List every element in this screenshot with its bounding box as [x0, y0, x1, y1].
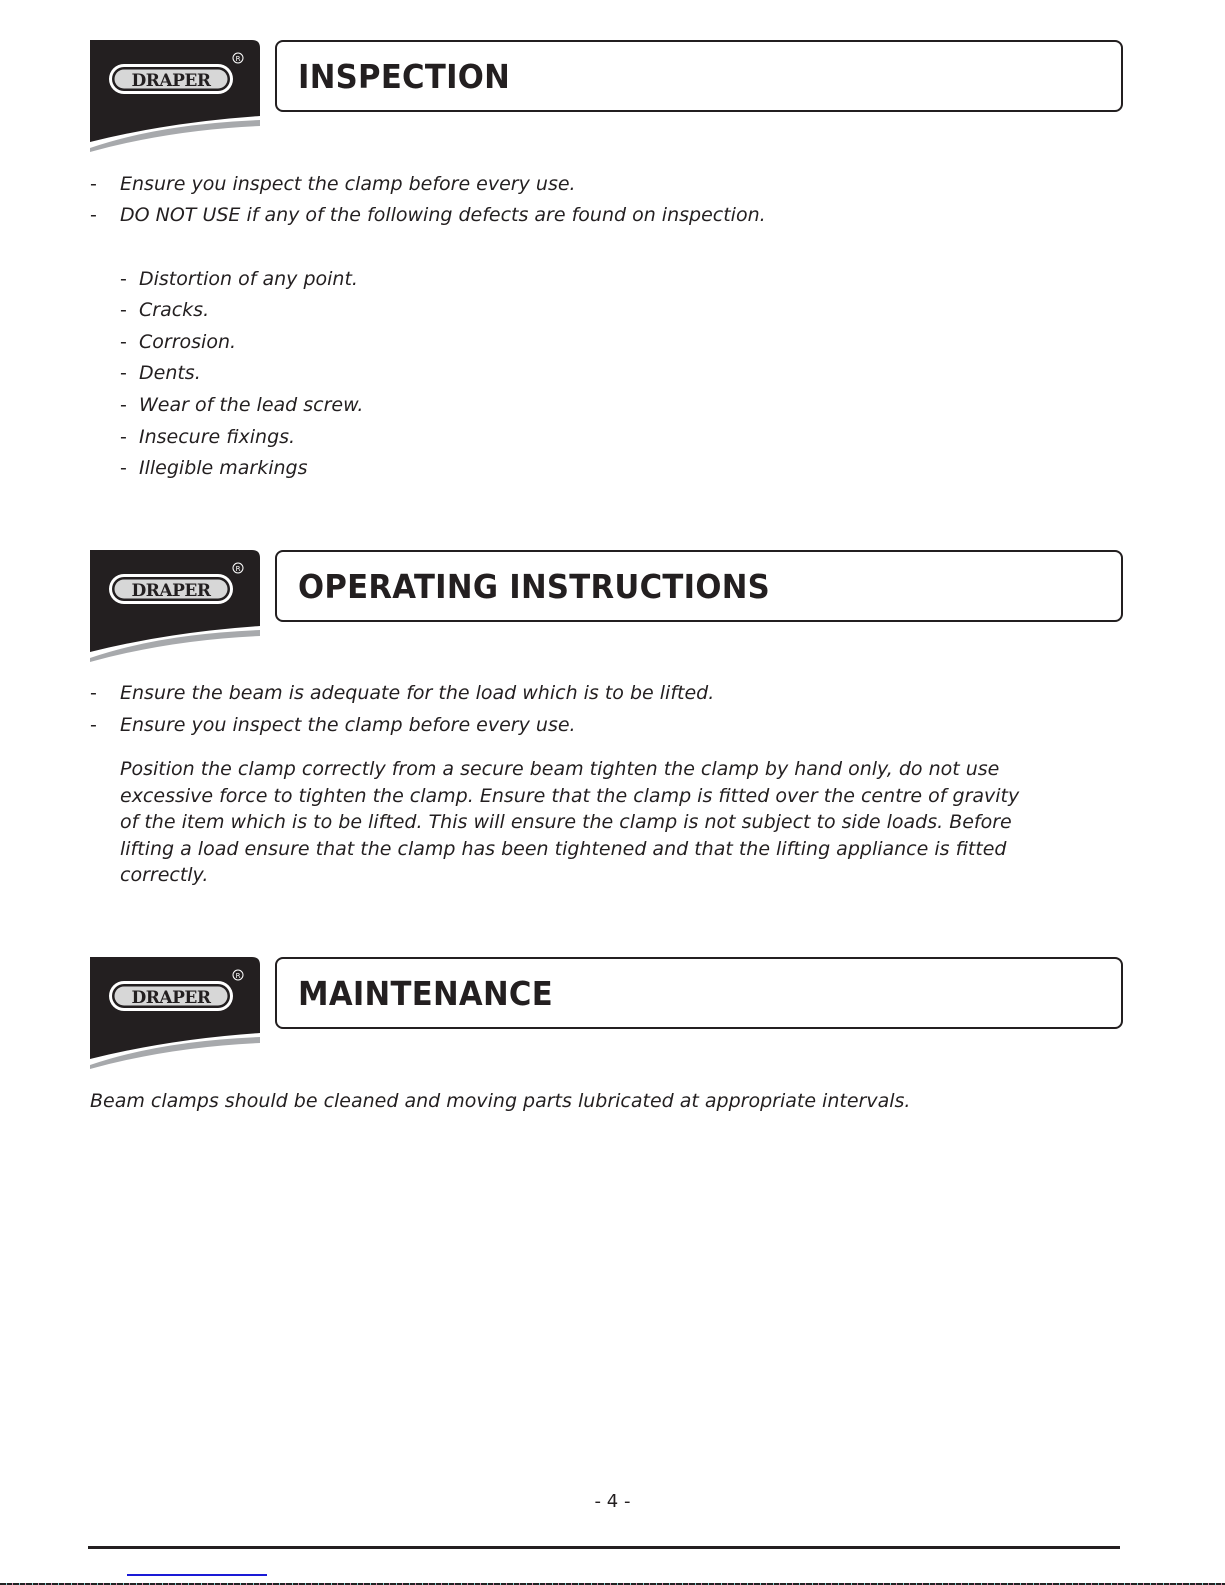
- defect-item: Insecure fixings.: [139, 426, 296, 448]
- section-title-box: [275, 40, 1123, 112]
- bullet-marker: -: [120, 362, 127, 384]
- operating-bullet-1: Ensure the beam is adequate for the load which is to be lifted.: [120, 682, 715, 704]
- operating-paragraph: [120, 756, 1110, 889]
- bullet-marker: -: [120, 268, 127, 290]
- defect-item: Corrosion.: [139, 331, 237, 353]
- draper-logo-icon: [90, 550, 262, 662]
- page-number: - 4 -: [594, 1491, 631, 1512]
- paragraph-line: excessive force to tighten the clamp. Ensure that the clamp is fitted over the centre of gravity: [120, 784, 1020, 807]
- draper-logo-tab: [90, 550, 262, 662]
- defect-item: Wear of the lead screw.: [139, 394, 364, 416]
- bullet-marker: -: [120, 299, 127, 321]
- section-header-maintenance: [90, 957, 1127, 1069]
- svg-text:R: R: [235, 972, 241, 980]
- section-title: INSPECTION: [298, 57, 511, 96]
- section-title: OPERATING INSTRUCTIONS: [298, 567, 771, 606]
- svg-text:R: R: [235, 565, 241, 573]
- bullet-marker: -: [90, 682, 97, 704]
- draper-logo-icon: [90, 40, 262, 152]
- draper-logo-icon: [90, 957, 262, 1069]
- inspection-bullet-2: DO NOT USE if any of the following defects are found on inspection.: [120, 204, 766, 226]
- bullet-marker: -: [120, 426, 127, 448]
- bullet-marker: -: [90, 714, 97, 736]
- inspection-bullet-1: Ensure you inspect the clamp before every use.: [120, 173, 576, 195]
- defect-item: Illegible markings: [139, 457, 308, 479]
- bullet-marker: -: [120, 331, 127, 353]
- svg-text:R: R: [235, 55, 241, 63]
- svg-text:DRAPER: DRAPER: [131, 581, 211, 601]
- defect-item: Cracks.: [139, 299, 210, 321]
- bullet-marker: -: [90, 173, 97, 195]
- footer-divider: [88, 1546, 1120, 1549]
- paragraph-line: Position the clamp correctly from a secure beam tighten the clamp by hand only, do not use: [120, 758, 1000, 780]
- bullet-marker: -: [90, 204, 97, 226]
- section-title: MAINTENANCE: [298, 974, 553, 1013]
- paragraph-line: of the item which is to be lifted. This will ensure the clamp is not subject to side loads. Before: [120, 811, 1012, 833]
- bullet-marker: -: [120, 457, 127, 479]
- defect-item: Distortion of any point.: [139, 268, 358, 290]
- svg-text:DRAPER: DRAPER: [131, 988, 211, 1008]
- footer-link-underline: [127, 1574, 267, 1576]
- section-title-box: [275, 550, 1123, 622]
- maintenance-text: Beam clamps should be cleaned and moving parts lubricated at appropriate intervals.: [90, 1090, 911, 1112]
- draper-logo-tab: [90, 957, 262, 1069]
- section-header-operating-instructions: [90, 550, 1127, 662]
- operating-bullet-2: Ensure you inspect the clamp before every use.: [120, 714, 576, 736]
- section-title-box: [275, 957, 1123, 1029]
- svg-text:DRAPER: DRAPER: [131, 71, 211, 91]
- paragraph-line: correctly.: [120, 864, 209, 886]
- bullet-marker: -: [120, 394, 127, 416]
- paragraph-line: lifting a load ensure that the clamp has been tightened and that the lifting appliance is fitted: [120, 837, 1007, 860]
- section-header-inspection: [90, 40, 1127, 152]
- draper-logo-tab: [90, 40, 262, 152]
- defect-item: Dents.: [139, 362, 201, 384]
